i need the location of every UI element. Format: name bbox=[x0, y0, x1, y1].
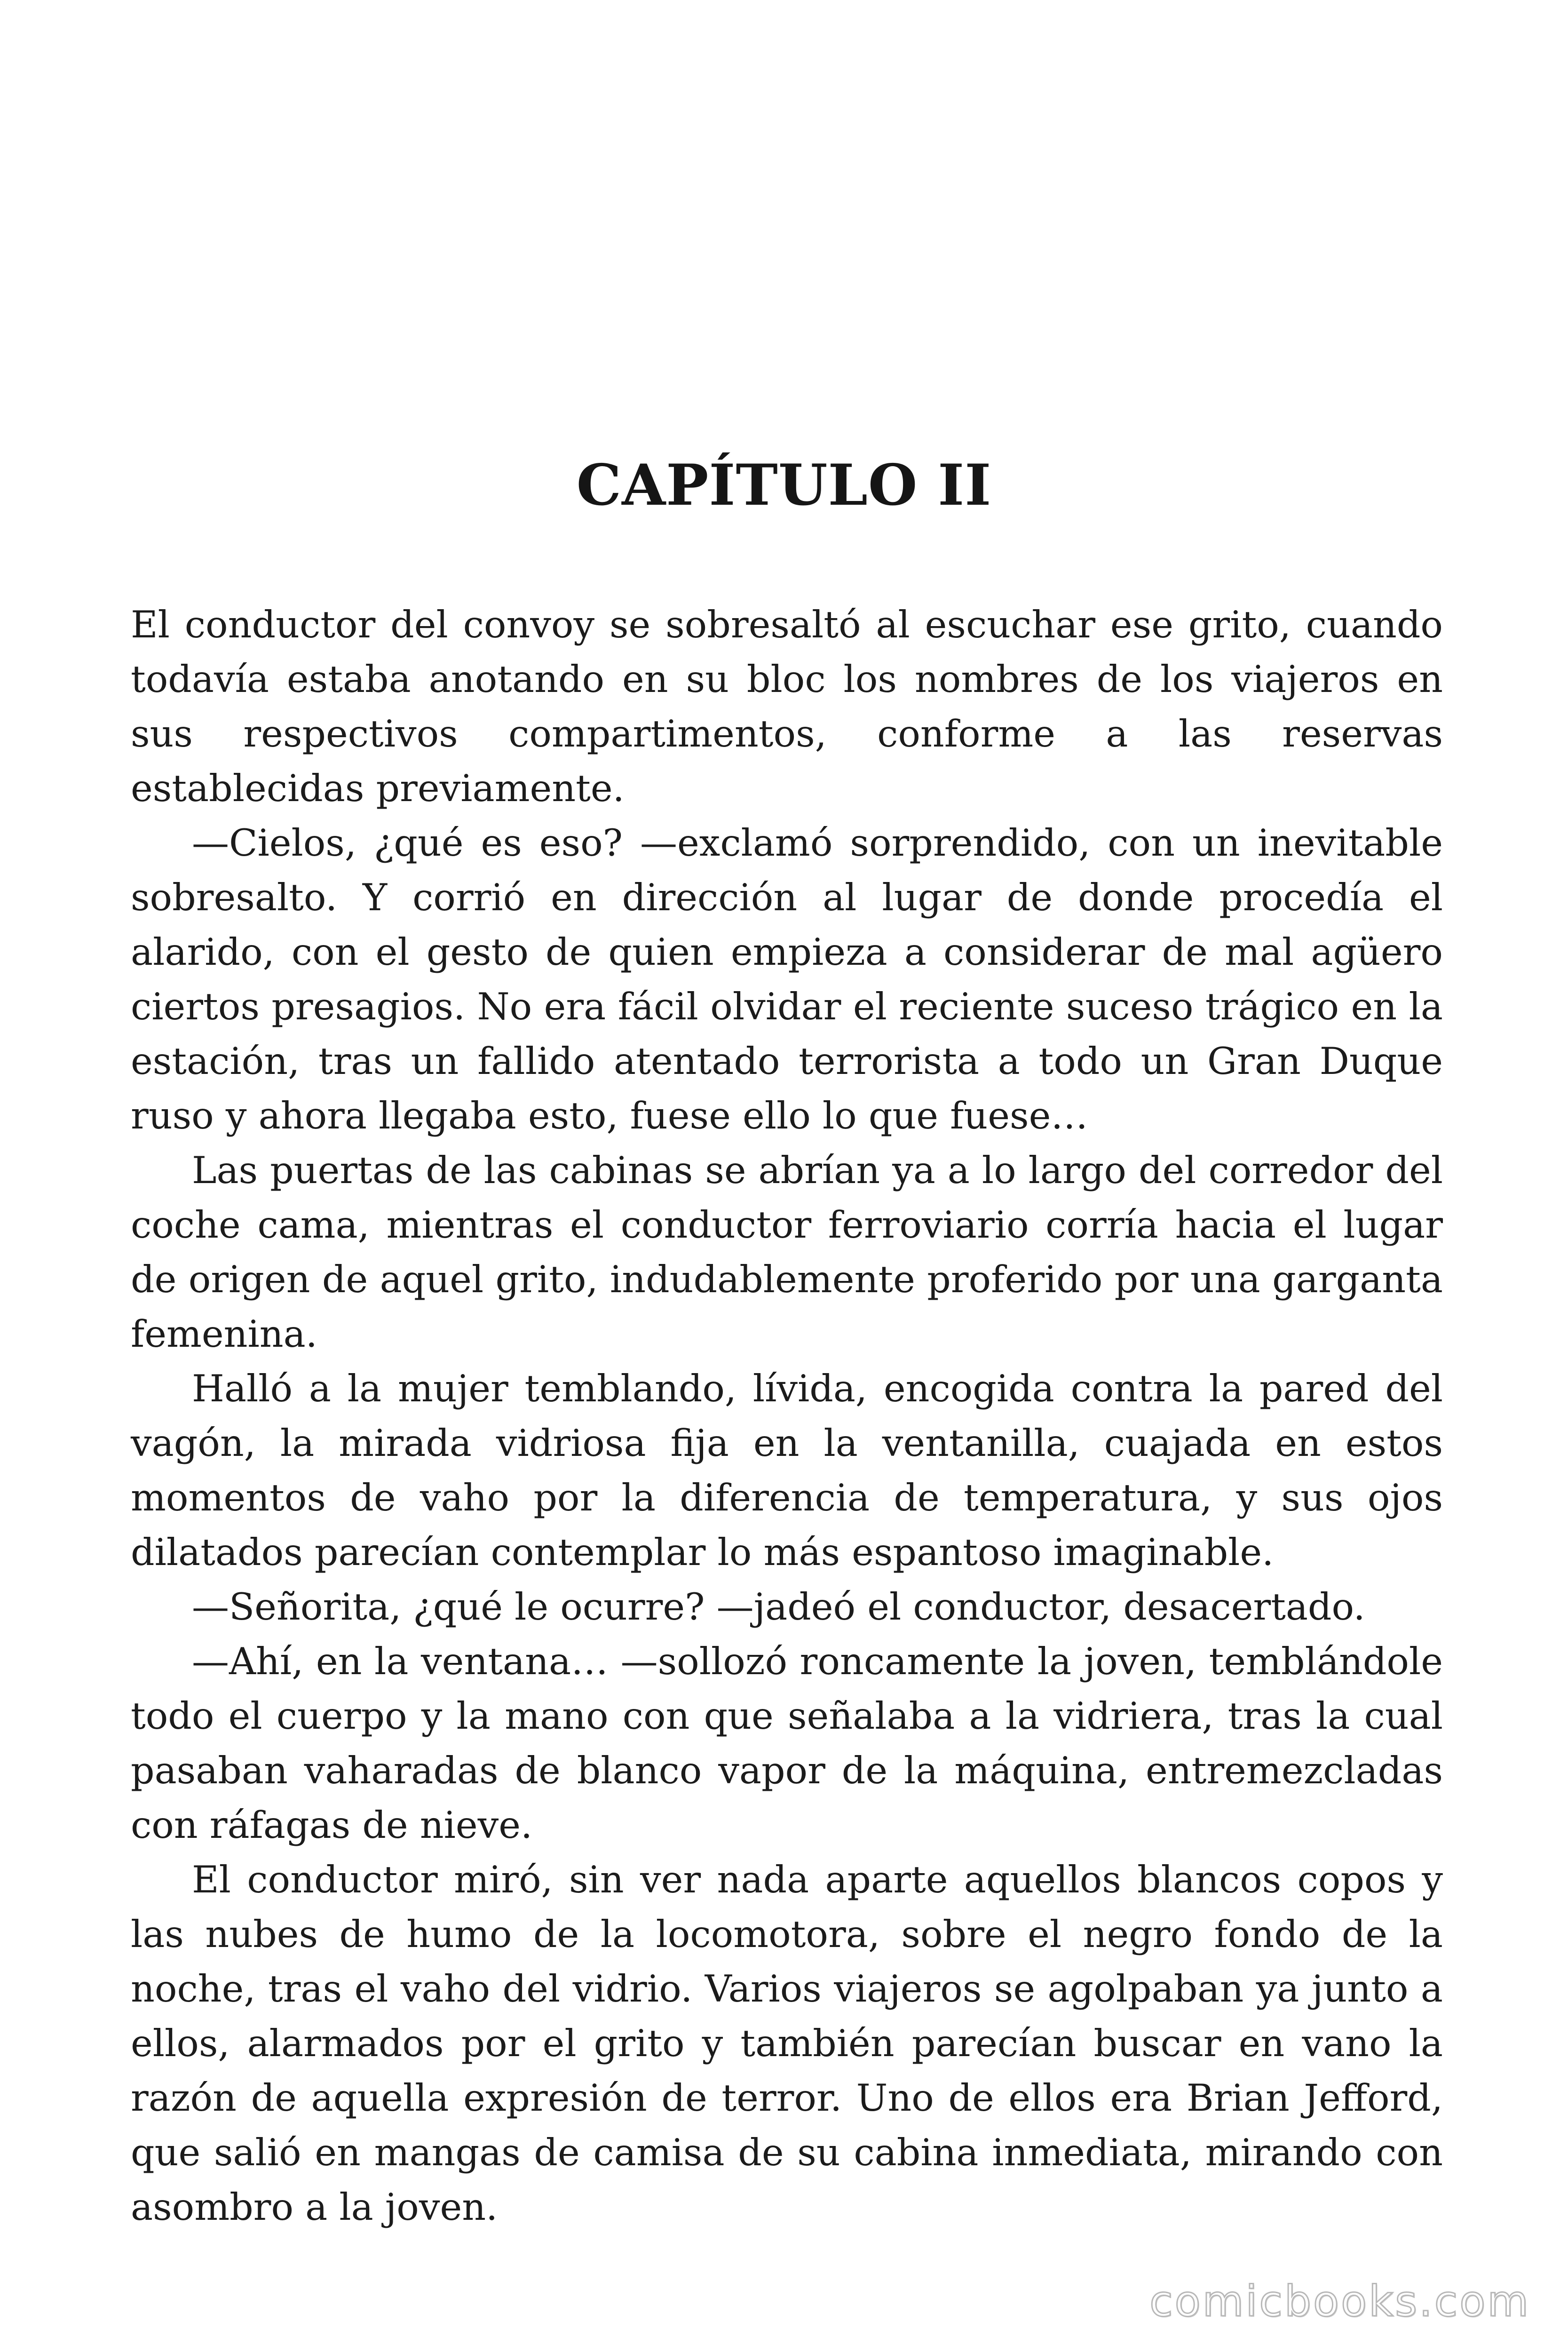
paragraph: Las puertas de las cabinas se abrían ya a lo largo del corredor del coche cama, mientras el conductor ferroviario corría hacia el lugar de origen de aquel grito, indudablemente proferido por una garganta femenina. bbox=[131, 1149, 1443, 1356]
paragraph: —Ahí, en la ventana… —sollozó roncamente la joven, temblándole todo el cuerpo y la mano con que señalaba a la vidriera, tras la cual pasaban vaharadas de blanco vapor de la máquina, entremezcladas con ráfagas de nieve. bbox=[131, 1640, 1443, 1847]
chapter-title: CAPÍTULO II bbox=[576, 452, 992, 518]
paragraph: Halló a la mujer temblando, lívida, encogida contra la pared del vagón, la mirada vidriosa fija en la ventanilla, cuajada en estos momentos de vaho por la diferencia de temperatura, y sus ojos dilatados parecían contemplar lo más espantoso imaginable. bbox=[131, 1367, 1443, 1574]
chapter-body bbox=[131, 597, 1443, 2234]
paragraph: El conductor miró, sin ver nada aparte aquellos blancos copos y las nubes de humo de la locomotora, sobre el negro fondo de la noche, tras el vaho del vidrio. Varios viajeros se agolpaban ya junto a ellos, alarmados por el grito y también parecían buscar en vano la razón de aquella expresión de terror. Uno de ellos era Brian Jefford, que salió en mangas de camisa de su cabina inmediata, mirando con asombro a la joven. bbox=[131, 1858, 1443, 2229]
paragraph: El conductor del convoy se sobresaltó al escuchar ese grito, cuando todavía estaba anotando en su bloc los nombres de los viajeros en sus respectivos compartimentos, conforme a las reservas establecidas previamente. bbox=[131, 603, 1443, 810]
paragraph: —Señorita, ¿qué le ocurre? —jadeó el conductor, desacertado. bbox=[192, 1585, 1365, 1629]
watermark-logo: comicbooks.com bbox=[1149, 2277, 1530, 2326]
paragraph: —Cielos, ¿qué es eso? —exclamó sorprendido, con un inevitable sobresalto. Y corrió en dirección al lugar de donde procedía el alarido, con el gesto de quien empieza a considerar de mal agüero ciertos presagios. No era fácil olvidar el reciente suceso trágico en la estación, tras un fallido atentado terrorista a todo un Gran Duque ruso y ahora llegaba esto, fuese ello lo que fuese… bbox=[131, 821, 1443, 1137]
